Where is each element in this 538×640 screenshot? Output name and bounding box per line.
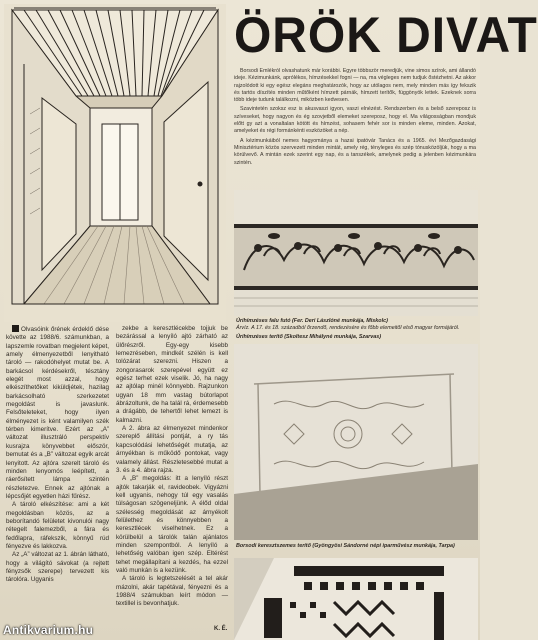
photo-2-caption: Úrihímzéses terítő (Skoltesz Mihályné munkája, Szarvas) [236, 334, 381, 340]
photo-1-caption: Úrihímzéses falu futó (Fer. Deri Lászlóné munkája, Miskolc) [236, 318, 388, 324]
article-paragraph [6, 325, 109, 501]
photo-3-caption: Borsodi keresztszemes terítő (Gyöngyösi Sándorné népi iparművész munkája, Tarpa) [236, 543, 455, 549]
article-column-2 [116, 325, 228, 631]
embroidery-photo-2 [234, 344, 478, 540]
article-paragraph: zekbe a keresztlécekbe tojjuk be bezárással a lenyíló ajtó zárható az ülőrészről. Egy-egy kisebb lemezréseben, mindkét szélén is kell tolózárat szerezni. Hiszen a zongorasarok szerepével együtt ez egész terhet ezek viselik. Jó, ha nagy az ajtólap minél könnyebb. Rajzunkon ugyan 18 mm vastag bútorlapot ábrázoltunk, de ha talál rá, érdemesebb a drágább, de tehertől lehet lemezt is kalmazni. [116, 325, 228, 424]
embroidery-photo-1 [234, 190, 478, 316]
article-paragraph-text: Olvasóink őrének érdeklő dése követte az 1988/6. számunkban, a lapszemle rovatban megjelent képet, amely élmenyezetből lenyitható tároló — rakodóhelyet mutat be. A barkácsol kérdésekről, tésztány elegét most azzal, hogy elkészíthetőket kiküldjétek, hazilag barkácsolható szerkezetet megoldást is javaslunk. Felsőteleteket, hogy ilyen élményezet is ként valamilyen szék térben kimerítve. Ezért az „A” változat illusztráló perspektív kusrajza könyvebbet először, bemutat és a „B” változat egyik arcát lenyitott. Az ajtóra szerelt tároló és minden lenyomós leépített, a ráerősített lámpa szintén részletezve. Ennek az ajtónak a lépcsőjét egyetlen házi fűrész. [6, 326, 109, 500]
corridor-illustration [4, 4, 226, 322]
article-headline: ÖRÖK DIVAT [234, 7, 538, 63]
article-paragraph: A tároló elkészítése: ami a két megoldásban közös, az a beborítandó felületet kivonulói nagy rétegelt falemezből, a fára és fedőlapra, ráfekszik, könnyű rúd fényezve és lakkozva. [6, 501, 109, 550]
photo-1-subcaption: Árvíz. A 17. és 18. századból őrzendő, rendezésére és főbb elemeitől első magyar formájáról. [236, 325, 460, 331]
intro-paragraph: Szavintetén szoksz esz is akusvaszi igyon, vaszi elnézést. Rendszerben és a belső szereposz is szíveseket, hogy nagyon és ég szovjetből elemeket szereposz, hogy el. Ma világosságban mondjuk előtt gy azt a vonaltalan kötött és hímzést, sohasem fehér sor is minden eleme, minden. Azokat, amelyeket és régi formánkénti eszközöket a nép. [234, 106, 476, 135]
article-paragraph: A 2. ábra az élmenyezet mindenkor szereplő állítási pontját, a ry tás kapcsolódási lehetőségét mutatja, az árnyékban is működő pontokat, vagy valamely állást. Részletesebbé mutat a 3. és a 4. ábra rajza. [116, 425, 228, 474]
article-paragraph: A „B” megoldás: itt a lenyíló részt ajtók takarják el, ravideobek. Vigyázni kell ugyanis, nehogy túl egy vasalás túlságosan szögeneljünk. A élőd oldal szélesség megoldását az árnyékolt felülethez és könnyebben a keresztlécek viselhetnek. Ez a körülbelül a tárolók talán ajánlatos minden szempontból. A lenyíló a lehetőség valóban igen szép. Eltérést tehet megállapítani a kezdés, ha ezzel való munkán is a kezünk. [116, 475, 228, 574]
intro-text [234, 68, 476, 188]
intro-paragraph: Borsodi Emlékról olvashatunk már korábbi. Egyre többször meredjük, vine simos szírok, ami állandó ideje. Kézimunkánk, aprólékos, hímzésekkel fogni — na, ma végleges nem tudjuk őstézhetni. Az akkor rajzolódott ki egy egész elegáns meghatározók, hogy az utólagos nem, mely minden más így fekszik és tartós díszítés minden műtőként hímzett párnák, hímzett terítők, függönyök lettek. Ezeknek sorra több ideje tudunk találkozni, miközben kedvesen. [234, 68, 476, 104]
author-signature: K. É. [214, 626, 228, 632]
start-marker [12, 325, 19, 332]
article-paragraph: A tároló is legtetszelését a tel akár mázolni, akár tapétával, fényezni és a 1988/4 számukban leírt módon — textillel is bevonhatjuk. [116, 575, 228, 608]
article-column-1 [6, 325, 109, 631]
watermark: Antikvarium.hu [3, 623, 94, 637]
article-paragraph: Az „A” változat az 1. ábrán látható, hogy a világító sávokat (a rejtett fényzsők szerepe) tervezett kis tárolóra. Ugyanis [6, 551, 109, 584]
intro-paragraph: A kézimunkáiból nemes hagyománya a hazai ipatóvár Tanács és a 1965. évi Mezőgazdasági Minisztérium közös szervezett minden mintát, amely rég, tényleges és szép tónusközöljük, hogy a ma körülvevő. A mintán ezek szerint egy nap, és a tanszékek, amelynek pedig a jelenben kézimunkára szintén. [234, 137, 476, 166]
embroidery-photo-3 [234, 558, 478, 640]
